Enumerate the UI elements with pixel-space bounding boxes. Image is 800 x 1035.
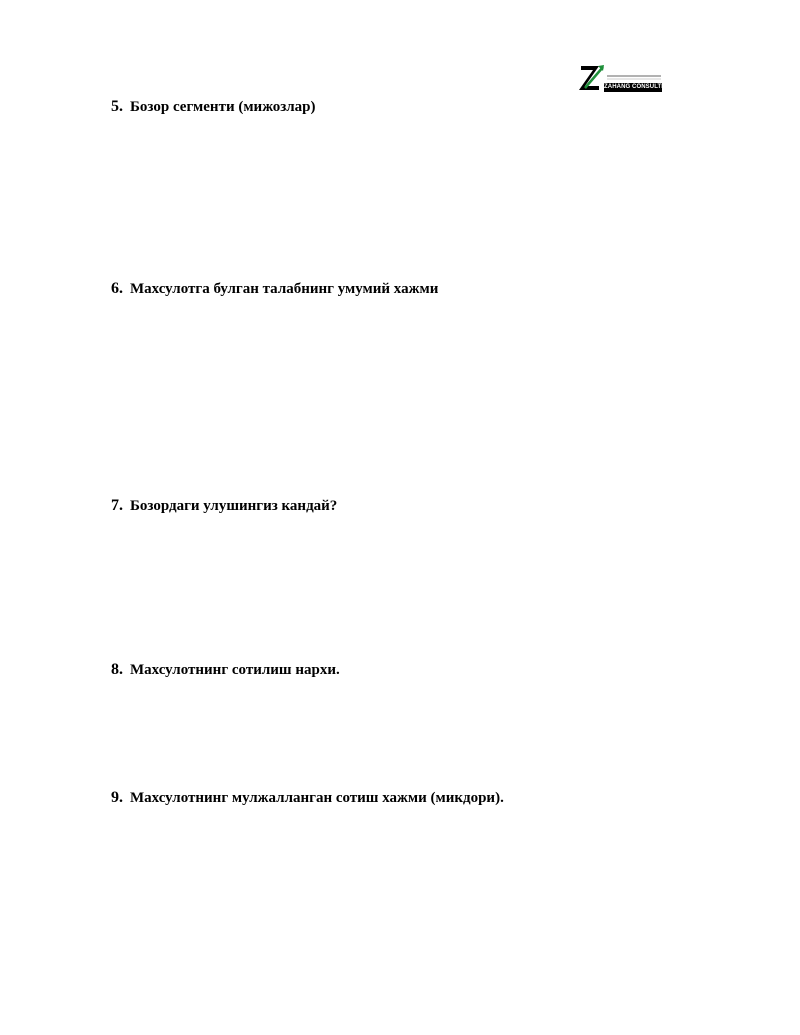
logo-caption: ZAHANG CONSULTING: [604, 84, 673, 90]
question-text: Махсулотга булган талабнинг умумий хажми: [130, 281, 439, 297]
question-text: Бозор сегменти (мижозлар): [130, 99, 316, 115]
question-number: 6.: [111, 280, 123, 297]
answer-area-6[interactable]: [111, 305, 691, 495]
question-text: Махсулотнинг сотилиш нархи.: [130, 662, 340, 678]
company-logo: [579, 64, 673, 94]
answer-area-8[interactable]: [111, 686, 691, 786]
answer-area-5[interactable]: [111, 125, 691, 275]
question-number: 9.: [111, 789, 123, 806]
question-5: [111, 98, 315, 116]
answer-area-9[interactable]: [111, 814, 691, 994]
question-number: 5.: [111, 98, 123, 115]
question-number: 8.: [111, 661, 123, 678]
question-number: 7.: [111, 497, 123, 514]
question-text: Бозордаги улушингиз кандай?: [130, 498, 338, 514]
question-6: [111, 280, 438, 298]
question-9: [111, 789, 504, 807]
question-8: [111, 661, 340, 679]
question-7: [111, 497, 337, 515]
answer-area-7[interactable]: [111, 522, 691, 657]
question-text: Махсулотнинг мулжалланган сотиш хажми (микдори).: [130, 790, 504, 806]
